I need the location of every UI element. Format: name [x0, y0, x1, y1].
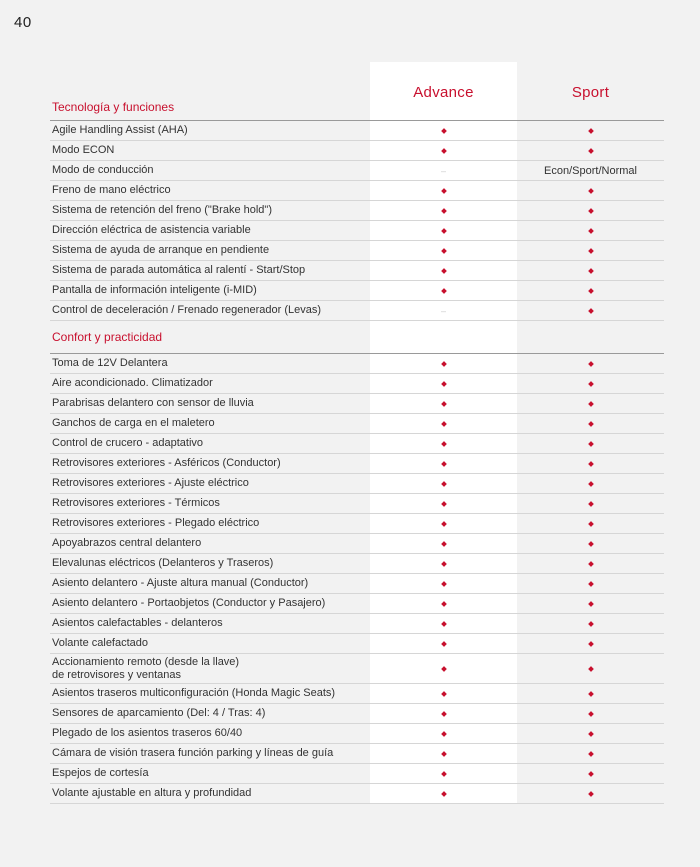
feature-label — [50, 264, 372, 277]
table-row — [50, 654, 664, 684]
included-diamond-icon — [588, 621, 594, 627]
table-row — [50, 221, 664, 241]
included-diamond-icon — [588, 461, 594, 467]
advance-availability — [370, 374, 517, 393]
included-diamond-icon — [441, 711, 447, 717]
advance-availability — [370, 354, 517, 373]
sport-availability — [517, 181, 664, 200]
sport-availability — [517, 634, 664, 653]
advance-availability — [370, 474, 517, 493]
advance-availability — [370, 454, 517, 473]
included-diamond-icon — [441, 208, 447, 214]
sport-availability — [517, 684, 664, 703]
included-diamond-icon — [588, 421, 594, 427]
table-row — [50, 764, 664, 784]
included-diamond-icon — [588, 791, 594, 797]
advance-availability — [370, 724, 517, 743]
feature-label — [50, 224, 372, 237]
sport-availability — [517, 454, 664, 473]
feature-label — [50, 517, 372, 530]
included-diamond-icon — [588, 521, 594, 527]
included-diamond-icon — [441, 771, 447, 777]
feature-label — [50, 124, 372, 137]
included-diamond-icon — [441, 188, 447, 194]
feature-label — [50, 204, 372, 217]
sport-availability — [517, 704, 664, 723]
table-row — [50, 434, 664, 454]
feature-label — [50, 656, 372, 682]
table-row — [50, 374, 664, 394]
included-diamond-icon — [441, 501, 447, 507]
included-diamond-icon — [441, 441, 447, 447]
feature-label — [50, 537, 372, 550]
feature-label — [50, 687, 372, 700]
table-row — [50, 414, 664, 434]
table-row — [50, 201, 664, 221]
feature-label — [50, 397, 372, 410]
included-diamond-icon — [441, 601, 447, 607]
advance-availability — [370, 201, 517, 220]
table-row — [50, 744, 664, 764]
included-diamond-icon — [441, 148, 447, 154]
sport-availability — [517, 474, 664, 493]
advance-availability — [370, 534, 517, 553]
feature-label-line: Elevalunas eléctricos (Delanteros y Traseros) — [52, 557, 274, 569]
included-diamond-icon — [588, 561, 594, 567]
sport-availability — [517, 414, 664, 433]
included-diamond-icon — [441, 621, 447, 627]
table-row — [50, 684, 664, 704]
feature-label-line: Freno de mano eléctrico — [52, 184, 171, 196]
table-row — [50, 784, 664, 804]
sport-availability — [517, 221, 664, 240]
included-diamond-icon — [588, 188, 594, 194]
sport-availability — [517, 141, 664, 160]
sport-availability — [517, 514, 664, 533]
included-diamond-icon — [588, 308, 594, 314]
advance-availability — [370, 654, 517, 683]
feature-label-line: Modo ECON — [52, 144, 115, 156]
advance-availability — [370, 614, 517, 633]
feature-label — [50, 617, 372, 630]
sport-availability — [517, 394, 664, 413]
included-diamond-icon — [441, 381, 447, 387]
included-diamond-icon — [441, 666, 447, 672]
advance-availability — [370, 181, 517, 200]
advance-availability — [370, 141, 517, 160]
column-header-sport: Sport — [571, 84, 610, 101]
feature-label — [50, 497, 372, 510]
feature-label-line: Retrovisores exteriores - Plegado eléctrico — [52, 517, 260, 529]
included-diamond-icon — [588, 601, 594, 607]
feature-label-line: Accionamiento remoto (desde la llave) — [52, 655, 240, 668]
included-diamond-icon — [588, 228, 594, 234]
feature-label — [50, 244, 372, 257]
included-diamond-icon — [588, 581, 594, 587]
feature-label-line: Asiento delantero - Portaobjetos (Conductor y Pasajero) — [52, 597, 326, 609]
advance-availability — [370, 494, 517, 513]
sport-availability — [517, 261, 664, 280]
table-row — [50, 121, 664, 141]
feature-label-line: Volante ajustable en altura y profundidad — [52, 787, 252, 799]
included-diamond-icon — [588, 771, 594, 777]
feature-label-line: Sistema de retención del freno ("Brake hold") — [52, 204, 272, 216]
included-diamond-icon — [588, 128, 594, 134]
included-diamond-icon — [588, 288, 594, 294]
table-row — [50, 301, 664, 321]
included-diamond-icon — [441, 248, 447, 254]
feature-label-line: Sistema de parada automática al ralentí - Start/Stop — [52, 264, 306, 276]
included-diamond-icon — [441, 751, 447, 757]
table-row — [50, 554, 664, 574]
included-diamond-icon — [588, 441, 594, 447]
feature-label-line: Asiento delantero - Ajuste altura manual (Conductor) — [52, 577, 309, 589]
feature-label — [50, 437, 372, 450]
advance-availability — [370, 704, 517, 723]
feature-label-line: Control de crucero - adaptativo — [52, 437, 204, 449]
included-diamond-icon — [588, 248, 594, 254]
included-diamond-icon — [588, 666, 594, 672]
table-row — [50, 181, 664, 201]
sport-availability — [517, 494, 664, 513]
feature-label-line: Retrovisores exteriores - Asféricos (Conductor) — [52, 457, 281, 469]
included-diamond-icon — [441, 401, 447, 407]
advance-availability — [370, 634, 517, 653]
feature-label-line: Dirección eléctrica de asistencia variable — [52, 224, 251, 236]
advance-availability — [370, 261, 517, 280]
column-header-advance: Advance — [413, 84, 474, 101]
advance-availability — [370, 241, 517, 260]
advance-availability — [370, 221, 517, 240]
included-diamond-icon — [588, 501, 594, 507]
feature-label-line: Espejos de cortesía — [52, 767, 149, 779]
feature-label — [50, 144, 372, 157]
included-diamond-icon — [588, 148, 594, 154]
sport-availability — [517, 764, 664, 783]
sport-availability — [517, 594, 664, 613]
feature-label-line: Retrovisores exteriores - Térmicos — [52, 497, 220, 509]
sport-availability — [517, 654, 664, 683]
included-diamond-icon — [441, 561, 447, 567]
advance-availability — [370, 434, 517, 453]
table-row — [50, 394, 664, 414]
feature-label-line: Pantalla de información inteligente (i-MID) — [52, 284, 257, 296]
advance-availability — [370, 514, 517, 533]
included-diamond-icon — [441, 521, 447, 527]
feature-label-line: Volante calefactado — [52, 637, 149, 649]
table-row — [50, 241, 664, 261]
table-row — [50, 494, 664, 514]
sport-availability — [517, 574, 664, 593]
advance-availability — [370, 764, 517, 783]
feature-label-line: Aire acondicionado. Climatizador — [52, 377, 213, 389]
table-row — [50, 614, 664, 634]
included-diamond-icon — [588, 401, 594, 407]
included-diamond-icon — [588, 751, 594, 757]
feature-label-line: Asientos calefactables - delanteros — [52, 617, 223, 629]
table-row — [50, 454, 664, 474]
advance-value: – — [440, 305, 446, 316]
included-diamond-icon — [588, 208, 594, 214]
sport-availability — [517, 241, 664, 260]
feature-label — [50, 184, 372, 197]
feature-label-line: Ganchos de carga en el maletero — [52, 417, 215, 429]
table-row — [50, 574, 664, 594]
page-number: 40 — [14, 14, 32, 31]
table-row — [50, 161, 664, 181]
sport-value: Econ/Sport/Normal — [544, 164, 637, 177]
included-diamond-icon — [588, 641, 594, 647]
feature-label-line: Modo de conducción — [52, 164, 154, 176]
advance-availability — [370, 744, 517, 763]
included-diamond-icon — [588, 268, 594, 274]
feature-label — [50, 457, 372, 470]
table-row — [50, 261, 664, 281]
sport-availability — [517, 554, 664, 573]
included-diamond-icon — [441, 228, 447, 234]
feature-label-line: Cámara de visión trasera función parking y líneas de guía — [52, 747, 334, 759]
table-row — [50, 594, 664, 614]
feature-label — [50, 747, 372, 760]
advance-availability — [370, 594, 517, 613]
section-title: Tecnología y funciones — [52, 100, 175, 114]
feature-label — [50, 477, 372, 490]
included-diamond-icon — [588, 691, 594, 697]
table-row — [50, 281, 664, 301]
advance-availability — [370, 554, 517, 573]
included-diamond-icon — [441, 288, 447, 294]
advance-availability — [370, 574, 517, 593]
sport-availability — [517, 534, 664, 553]
table-row — [50, 534, 664, 554]
feature-label — [50, 597, 372, 610]
sport-availability — [517, 744, 664, 763]
included-diamond-icon — [441, 268, 447, 274]
feature-label-line: de retrovisores y ventanas — [52, 668, 182, 681]
sport-availability — [517, 301, 664, 320]
table-row — [50, 634, 664, 654]
feature-label — [50, 767, 372, 780]
feature-label-line: Sensores de aparcamiento (Del: 4 / Tras: 4) — [52, 707, 266, 719]
sport-availability — [517, 434, 664, 453]
feature-label — [50, 417, 372, 430]
feature-label — [50, 787, 372, 800]
feature-label-line: Retrovisores exteriores - Ajuste eléctrico — [52, 477, 249, 489]
included-diamond-icon — [588, 481, 594, 487]
feature-label — [50, 357, 372, 370]
included-diamond-icon — [441, 481, 447, 487]
feature-label-line: Toma de 12V Delantera — [52, 357, 168, 369]
feature-label-line: Control de deceleración / Frenado regenerador (Levas) — [52, 304, 322, 316]
feature-label — [50, 377, 372, 390]
included-diamond-icon — [588, 541, 594, 547]
included-diamond-icon — [588, 731, 594, 737]
advance-availability — [370, 414, 517, 433]
included-diamond-icon — [441, 128, 447, 134]
table-row — [50, 724, 664, 744]
included-diamond-icon — [588, 711, 594, 717]
included-diamond-icon — [441, 541, 447, 547]
included-diamond-icon — [441, 691, 447, 697]
included-diamond-icon — [441, 731, 447, 737]
sport-availability — [517, 354, 664, 373]
feature-label — [50, 284, 372, 297]
table-row — [50, 704, 664, 724]
sport-availability — [517, 201, 664, 220]
included-diamond-icon — [441, 641, 447, 647]
table-row — [50, 141, 664, 161]
advance-availability — [370, 784, 517, 803]
feature-label — [50, 557, 372, 570]
advance-availability — [370, 394, 517, 413]
included-diamond-icon — [441, 791, 447, 797]
included-diamond-icon — [588, 361, 594, 367]
sport-availability — [517, 374, 664, 393]
feature-label-line: Plegado de los asientos traseros 60/40 — [52, 727, 243, 739]
included-diamond-icon — [441, 421, 447, 427]
sport-availability — [517, 724, 664, 743]
feature-label-line: Sistema de ayuda de arranque en pendiente — [52, 244, 270, 256]
section-title: Confort y practicidad — [52, 330, 163, 344]
feature-label — [50, 304, 372, 317]
advance-availability — [370, 121, 517, 140]
sport-availability — [517, 281, 664, 300]
table-row — [50, 514, 664, 534]
feature-label — [50, 164, 372, 177]
feature-label-line: Apoyabrazos central delantero — [52, 537, 202, 549]
advance-availability — [370, 281, 517, 300]
included-diamond-icon — [588, 381, 594, 387]
sport-availability — [517, 614, 664, 633]
feature-label-line: Agile Handling Assist (AHA) — [52, 124, 188, 136]
feature-label — [50, 577, 372, 590]
advance-availability — [370, 684, 517, 703]
sport-availability — [517, 784, 664, 803]
sport-availability — [517, 121, 664, 140]
advance-value: – — [440, 165, 446, 176]
included-diamond-icon — [441, 461, 447, 467]
table-row — [50, 474, 664, 494]
feature-label — [50, 637, 372, 650]
included-diamond-icon — [441, 581, 447, 587]
feature-label — [50, 707, 372, 720]
feature-label — [50, 727, 372, 740]
feature-label-line: Parabrisas delantero con sensor de lluvia — [52, 397, 254, 409]
feature-label-line: Asientos traseros multiconfiguración (Honda Magic Seats) — [52, 687, 336, 699]
included-diamond-icon — [441, 361, 447, 367]
table-row — [50, 354, 664, 374]
